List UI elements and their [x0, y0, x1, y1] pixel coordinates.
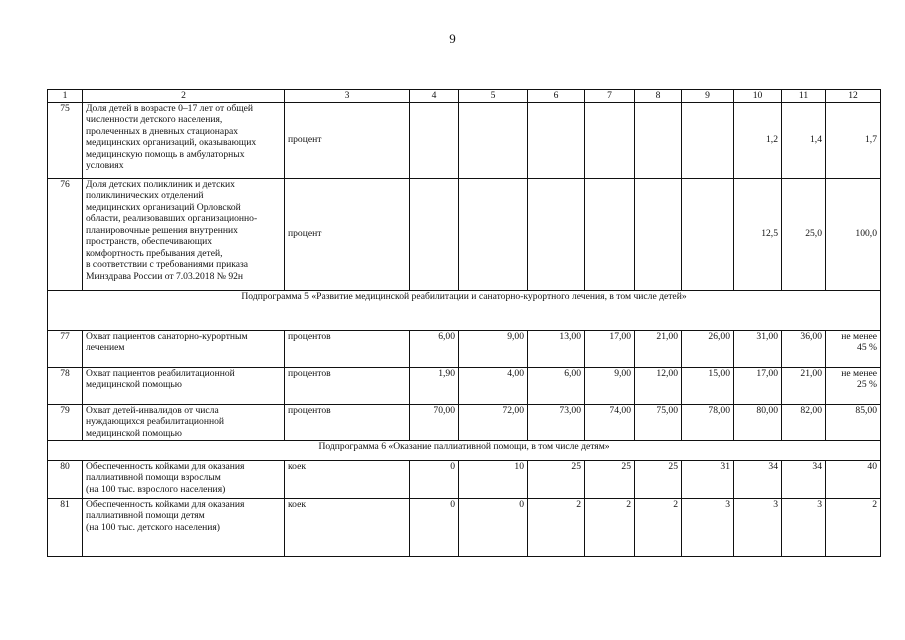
subprogram-title: Подпрограмма 5 «Развитие медицинской реабилитации и санаторно-курортного лечения, в том числе детей»	[48, 290, 881, 330]
table-row	[48, 498, 881, 556]
page-number: 9	[449, 31, 456, 46]
value-cell: 2	[528, 498, 585, 556]
indicator-name: Обеспеченность койками для оказания паллиативной помощи детям (на 100 тыс. детского населения)	[83, 498, 285, 556]
value-cell: 2	[826, 498, 881, 556]
value-cell: 9,00	[459, 330, 528, 367]
value-cell: 13,00	[528, 330, 585, 367]
value-cell: 2	[635, 498, 682, 556]
value-cell: 100,0	[826, 178, 881, 290]
value-cell: 4,00	[459, 367, 528, 404]
column-header: 12	[826, 90, 881, 103]
value-cell: 1,4	[782, 102, 826, 178]
value-cell: 31	[682, 460, 734, 498]
value-cell: 70,00	[410, 404, 459, 440]
unit-cell: процентов	[285, 367, 410, 404]
value-cell: 82,00	[782, 404, 826, 440]
value-cell: 0	[410, 498, 459, 556]
value-cell: 25	[635, 460, 682, 498]
value-cell: не менее 45 %	[826, 330, 881, 367]
value-cell: 26,00	[682, 330, 734, 367]
indicator-name: Охват детей-инвалидов от числа нуждающихся реабилитационной медицинской помощью	[83, 404, 285, 440]
subprogram-row	[48, 290, 881, 330]
value-cell	[635, 178, 682, 290]
column-header: 5	[459, 90, 528, 103]
value-cell: 31,00	[734, 330, 782, 367]
value-cell: 6,00	[528, 367, 585, 404]
value-cell: 85,00	[826, 404, 881, 440]
value-cell	[410, 178, 459, 290]
header-row	[48, 90, 881, 103]
subprogram-row	[48, 440, 881, 460]
value-cell: 25,0	[782, 178, 826, 290]
value-cell: 78,00	[682, 404, 734, 440]
unit-cell: коек	[285, 498, 410, 556]
value-cell: 12,5	[734, 178, 782, 290]
value-cell: 21,00	[635, 330, 682, 367]
column-header: 9	[682, 90, 734, 103]
value-cell	[635, 102, 682, 178]
table-row	[48, 102, 881, 178]
value-cell: 73,00	[528, 404, 585, 440]
column-header: 4	[410, 90, 459, 103]
value-cell: 0	[459, 498, 528, 556]
column-header: 3	[285, 90, 410, 103]
column-header: 6	[528, 90, 585, 103]
indicator-name: Доля детей в возрасте 0–17 лет от общей численности детского населения, пролеченных в дневных стационарах медицинских организаций, оказывающих медицинскую помощь в амбулаторных условиях	[83, 102, 285, 178]
value-cell: 3	[782, 498, 826, 556]
unit-cell: коек	[285, 460, 410, 498]
value-cell: 34	[782, 460, 826, 498]
value-cell: 6,00	[410, 330, 459, 367]
value-cell	[459, 102, 528, 178]
column-header: 8	[635, 90, 682, 103]
table-row	[48, 460, 881, 498]
row-number: 81	[48, 498, 83, 556]
column-header: 2	[83, 90, 285, 103]
row-number: 77	[48, 330, 83, 367]
value-cell: 72,00	[459, 404, 528, 440]
row-number: 75	[48, 102, 83, 178]
value-cell: 75,00	[635, 404, 682, 440]
value-cell: 2	[585, 498, 635, 556]
row-number: 78	[48, 367, 83, 404]
value-cell: 17,00	[734, 367, 782, 404]
value-cell: 25	[585, 460, 635, 498]
value-cell: 3	[682, 498, 734, 556]
column-header: 7	[585, 90, 635, 103]
value-cell: 17,00	[585, 330, 635, 367]
value-cell	[528, 178, 585, 290]
value-cell: 1,90	[410, 367, 459, 404]
value-cell: 21,00	[782, 367, 826, 404]
value-cell: 0	[410, 460, 459, 498]
value-cell: 3	[734, 498, 782, 556]
value-cell: 36,00	[782, 330, 826, 367]
value-cell: 25	[528, 460, 585, 498]
indicator-name: Охват пациентов реабилитационной медицинской помощью	[83, 367, 285, 404]
table-row	[48, 367, 881, 404]
value-cell: не менее 25 %	[826, 367, 881, 404]
indicator-table	[47, 89, 881, 557]
table-row	[48, 330, 881, 367]
indicator-name: Обеспеченность койками для оказания паллиативной помощи взрослым (на 100 тыс. взрослого населения)	[83, 460, 285, 498]
value-cell: 1,2	[734, 102, 782, 178]
table-row	[48, 404, 881, 440]
value-cell: 10	[459, 460, 528, 498]
value-cell	[459, 178, 528, 290]
unit-cell: процентов	[285, 330, 410, 367]
row-number: 76	[48, 178, 83, 290]
row-number: 80	[48, 460, 83, 498]
value-cell	[528, 102, 585, 178]
row-number: 79	[48, 404, 83, 440]
indicator-name: Доля детских поликлиник и детских поликлинических отделений медицинских организаций Орловской области, реализовавших организационно- планировочные решения внутренних пространств, обеспечивающих комфортность пребывания детей, в соответствии с требованиями приказа Минздрава России от 7.03.2018 № 92н	[83, 178, 285, 290]
value-cell: 34	[734, 460, 782, 498]
value-cell: 12,00	[635, 367, 682, 404]
unit-cell: процент	[285, 178, 410, 290]
value-cell: 80,00	[734, 404, 782, 440]
value-cell: 9,00	[585, 367, 635, 404]
value-cell: 74,00	[585, 404, 635, 440]
value-cell	[682, 178, 734, 290]
value-cell	[682, 102, 734, 178]
value-cell: 1,7	[826, 102, 881, 178]
unit-cell: процент	[285, 102, 410, 178]
value-cell: 40	[826, 460, 881, 498]
column-header: 1	[48, 90, 83, 103]
indicator-name: Охват пациентов санаторно-курортным лечением	[83, 330, 285, 367]
column-header: 11	[782, 90, 826, 103]
table-row	[48, 178, 881, 290]
value-cell	[585, 178, 635, 290]
value-cell: 15,00	[682, 367, 734, 404]
subprogram-title: Подпрограмма 6 «Оказание паллиативной помощи, в том числе детям»	[48, 440, 881, 460]
unit-cell: процентов	[285, 404, 410, 440]
value-cell	[585, 102, 635, 178]
column-header: 10	[734, 90, 782, 103]
value-cell	[410, 102, 459, 178]
